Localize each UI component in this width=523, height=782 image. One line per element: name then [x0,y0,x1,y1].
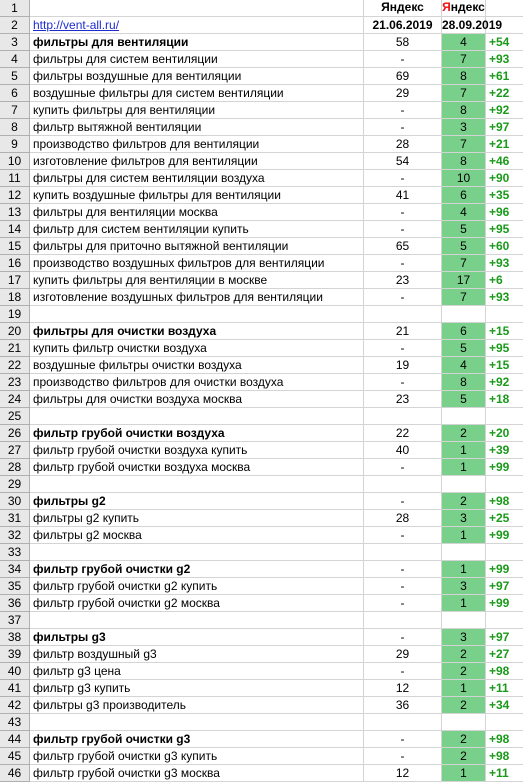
position-change[interactable]: +99 [486,561,523,578]
query-cell[interactable]: фильтры для приточно вытяжной вентиляции [30,238,364,255]
position-new[interactable]: 4 [442,204,486,221]
position-old[interactable]: 65 [364,238,442,255]
position-new[interactable]: 2 [442,748,486,765]
position-old[interactable]: - [364,119,442,136]
position-new[interactable]: 2 [442,731,486,748]
query-cell[interactable]: фильтры для систем вентиляции воздуха [30,170,364,187]
row-number[interactable]: 4 [0,51,30,68]
position-change[interactable]: +39 [486,442,523,459]
table-row [0,510,523,527]
position-old[interactable] [364,544,442,561]
row-number[interactable]: 5 [0,68,30,85]
query-cell[interactable]: фильтры g3 производитель [30,697,364,714]
row-number[interactable]: 27 [0,442,30,459]
group-header-row [0,731,523,748]
table-row [0,357,523,374]
row-number[interactable]: 35 [0,578,30,595]
header-row-engine [0,0,523,17]
query-cell[interactable]: фильтр грубой очистки g2 москва [30,595,364,612]
position-new[interactable]: 5 [442,238,486,255]
row-number[interactable]: 28 [0,459,30,476]
position-change[interactable] [486,306,523,323]
group-header-row [0,629,523,646]
position-old[interactable]: - [364,51,442,68]
position-new[interactable]: 3 [442,510,486,527]
position-old[interactable]: - [364,374,442,391]
query-cell[interactable] [30,612,364,629]
position-old[interactable]: - [364,748,442,765]
engine-label-new[interactable] [442,0,486,17]
position-old[interactable]: 40 [364,442,442,459]
position-change[interactable]: +99 [486,595,523,612]
position-new[interactable]: 1 [442,765,486,782]
position-new[interactable]: 6 [442,187,486,204]
query-cell[interactable] [30,408,364,425]
position-old[interactable]: - [364,629,442,646]
position-old[interactable]: 29 [364,646,442,663]
position-old[interactable] [364,612,442,629]
row-number[interactable]: 21 [0,340,30,357]
position-new[interactable] [442,714,486,731]
table-row [0,595,523,612]
position-new[interactable]: 8 [442,374,486,391]
query-cell[interactable]: фильтры для вентиляции [30,34,364,51]
position-new[interactable] [442,408,486,425]
position-old[interactable]: - [364,102,442,119]
query-cell[interactable]: производство воздушных фильтров для вентиляции [30,255,364,272]
query-cell[interactable]: купить воздушные фильтры для вентиляции [30,187,364,204]
position-new[interactable]: 7 [442,136,486,153]
table-row [0,255,523,272]
position-new[interactable]: 2 [442,646,486,663]
position-change[interactable]: +93 [486,289,523,306]
position-change[interactable]: +15 [486,357,523,374]
query-cell[interactable]: фильтр грубой очистки g3 [30,731,364,748]
row-number[interactable]: 24 [0,391,30,408]
query-cell[interactable]: изготовление воздушных фильтров для вентиляции [30,289,364,306]
position-new[interactable]: 3 [442,578,486,595]
position-old[interactable]: - [364,493,442,510]
position-old[interactable]: 21 [364,323,442,340]
row-number[interactable]: 29 [0,476,30,493]
position-old[interactable]: 54 [364,153,442,170]
query-cell[interactable]: производство фильтров для очистки воздуха [30,374,364,391]
row-number[interactable]: 41 [0,680,30,697]
position-old[interactable]: - [364,340,442,357]
row-number[interactable]: 8 [0,119,30,136]
position-change[interactable]: +90 [486,170,523,187]
position-old[interactable] [364,408,442,425]
position-change[interactable]: +61 [486,68,523,85]
position-old[interactable]: - [364,527,442,544]
query-cell[interactable]: купить фильтры для вентиляции в москве [30,272,364,289]
position-change[interactable]: +21 [486,136,523,153]
position-old[interactable]: - [364,221,442,238]
row-number[interactable]: 46 [0,765,30,782]
row-number[interactable]: 34 [0,561,30,578]
row-number[interactable]: 33 [0,544,30,561]
table-row [0,153,523,170]
table-row [0,748,523,765]
position-old[interactable]: 28 [364,510,442,527]
position-new[interactable]: 5 [442,221,486,238]
table-row [0,697,523,714]
position-change[interactable]: +35 [486,187,523,204]
position-old[interactable] [364,306,442,323]
table-row [0,374,523,391]
position-old[interactable]: - [364,561,442,578]
empty-cell[interactable] [486,0,523,17]
row-number[interactable]: 40 [0,663,30,680]
position-old[interactable]: - [364,204,442,221]
table-row [0,391,523,408]
position-new[interactable]: 4 [442,357,486,374]
query-cell[interactable]: фильтры g2 москва [30,527,364,544]
position-change[interactable]: +98 [486,493,523,510]
position-old[interactable]: - [364,595,442,612]
query-cell[interactable]: фильтр грубой очистки g2 купить [30,578,364,595]
row-number[interactable]: 45 [0,748,30,765]
position-change[interactable]: +92 [486,102,523,119]
query-cell[interactable]: фильтры для очистки воздуха москва [30,391,364,408]
row-number[interactable]: 26 [0,425,30,442]
table-row [0,136,523,153]
group-header-row [0,561,523,578]
empty-row [0,544,523,561]
group-header-row [0,425,523,442]
position-change[interactable] [486,714,523,731]
table-row [0,119,523,136]
query-cell[interactable]: фильтр грубой очистки g2 [30,561,364,578]
engine-label-old[interactable]: Яндекс [364,0,442,17]
position-old[interactable]: - [364,289,442,306]
query-cell[interactable]: фильтр g3 цена [30,663,364,680]
query-cell[interactable]: изготовление фильтров для вентиляции [30,153,364,170]
row-number[interactable]: 14 [0,221,30,238]
table-row [0,187,523,204]
position-old[interactable] [364,714,442,731]
row-number[interactable]: 43 [0,714,30,731]
position-old[interactable]: 28 [364,136,442,153]
table-row [0,51,523,68]
row-number[interactable]: 36 [0,595,30,612]
query-cell[interactable] [30,714,364,731]
query-cell[interactable] [30,476,364,493]
row-number[interactable]: 38 [0,629,30,646]
query-cell[interactable]: воздушные фильтры для систем вентиляции [30,85,364,102]
position-change[interactable]: +18 [486,391,523,408]
date-old[interactable]: 21.06.2019 [364,17,442,34]
table-row [0,340,523,357]
query-cell[interactable]: фильтр грубой очистки воздуха москва [30,459,364,476]
row-number[interactable]: 10 [0,153,30,170]
position-old[interactable]: 23 [364,272,442,289]
position-new[interactable] [442,612,486,629]
query-cell[interactable]: фильтр g3 купить [30,680,364,697]
query-cell[interactable]: фильтр вытяжной вентиляции [30,119,364,136]
position-change[interactable]: +96 [486,204,523,221]
site-link[interactable]: http://vent-all.ru/ [33,18,120,32]
data-rows [0,34,523,782]
table-row [0,238,523,255]
row-number[interactable]: 9 [0,136,30,153]
position-old[interactable]: 22 [364,425,442,442]
position-change[interactable]: +27 [486,646,523,663]
query-cell[interactable]: воздушные фильтры очистки воздуха [30,357,364,374]
position-new[interactable]: 1 [442,442,486,459]
row-number[interactable]: 39 [0,646,30,663]
table-row [0,85,523,102]
position-old[interactable]: 12 [364,680,442,697]
row-number[interactable]: 13 [0,204,30,221]
query-cell[interactable]: фильтр грубой очистки воздуха [30,425,364,442]
row-number[interactable]: 31 [0,510,30,527]
row-number[interactable]: 12 [0,187,30,204]
position-new[interactable]: 1 [442,561,486,578]
query-cell[interactable]: фильтры воздушные для вентиляции [30,68,364,85]
row-number[interactable]: 2 [0,17,30,34]
empty-row [0,612,523,629]
position-new[interactable]: 1 [442,680,486,697]
row-number[interactable]: 1 [0,0,30,17]
row-number[interactable]: 32 [0,527,30,544]
row-number[interactable]: 25 [0,408,30,425]
position-new[interactable]: 7 [442,255,486,272]
position-new[interactable]: 3 [442,629,486,646]
row-number[interactable]: 7 [0,102,30,119]
position-change[interactable]: +98 [486,663,523,680]
position-new[interactable]: 5 [442,340,486,357]
row-number[interactable]: 23 [0,374,30,391]
position-new[interactable]: 8 [442,68,486,85]
position-old[interactable]: 29 [364,85,442,102]
position-new[interactable]: 8 [442,153,486,170]
position-change[interactable] [486,544,523,561]
query-cell[interactable]: фильтр грубой очистки g3 москва [30,765,364,782]
position-old[interactable] [364,476,442,493]
query-cell[interactable]: фильтры для систем вентиляции [30,51,364,68]
query-cell[interactable]: фильтр воздушный g3 [30,646,364,663]
empty-row [0,408,523,425]
position-change[interactable]: +11 [486,765,523,782]
position-change[interactable]: +98 [486,748,523,765]
position-change[interactable]: +97 [486,119,523,136]
position-new[interactable]: 2 [442,425,486,442]
query-cell[interactable]: фильтры для вентиляции москва [30,204,364,221]
position-new[interactable]: 10 [442,170,486,187]
position-change[interactable]: +99 [486,527,523,544]
position-change[interactable]: +46 [486,153,523,170]
position-old[interactable]: 41 [364,187,442,204]
position-new[interactable]: 7 [442,51,486,68]
position-old[interactable]: 12 [364,765,442,782]
position-old[interactable]: 58 [364,34,442,51]
position-old[interactable]: 36 [364,697,442,714]
position-new[interactable]: 1 [442,527,486,544]
position-old[interactable]: 69 [364,68,442,85]
position-change[interactable]: +34 [486,697,523,714]
position-change[interactable]: +60 [486,238,523,255]
date-new[interactable]: 28.09.2019 [442,18,503,32]
table-row [0,442,523,459]
table-row [0,289,523,306]
table-row [0,680,523,697]
position-change[interactable] [486,408,523,425]
row-number[interactable]: 18 [0,289,30,306]
position-new[interactable] [442,476,486,493]
row-number[interactable]: 42 [0,697,30,714]
query-cell[interactable]: фильтры g2 [30,493,364,510]
position-change[interactable]: +20 [486,425,523,442]
table-row [0,102,523,119]
group-header-row [0,323,523,340]
position-old[interactable]: - [364,578,442,595]
position-new[interactable]: 7 [442,85,486,102]
row-number[interactable]: 15 [0,238,30,255]
position-change[interactable] [486,476,523,493]
row-number[interactable]: 30 [0,493,30,510]
query-cell[interactable]: фильтр грубой очистки g3 купить [30,748,364,765]
position-old[interactable]: 19 [364,357,442,374]
empty-cell[interactable] [486,17,523,34]
query-cell[interactable]: купить фильтр очистки воздуха [30,340,364,357]
position-change[interactable]: +92 [486,374,523,391]
position-change[interactable]: +95 [486,340,523,357]
position-new[interactable]: 6 [442,323,486,340]
empty-row [0,714,523,731]
row-number[interactable]: 44 [0,731,30,748]
table-row [0,170,523,187]
table-row [0,646,523,663]
row-number[interactable]: 17 [0,272,30,289]
position-change[interactable]: +93 [486,51,523,68]
query-cell[interactable]: фильтры g3 [30,629,364,646]
position-change[interactable]: +97 [486,578,523,595]
table-row [0,459,523,476]
group-header-row [0,493,523,510]
row-number[interactable]: 3 [0,34,30,51]
position-change[interactable]: +93 [486,255,523,272]
position-new[interactable] [442,544,486,561]
position-change[interactable]: +95 [486,221,523,238]
position-change[interactable]: +99 [486,459,523,476]
position-old[interactable]: 23 [364,391,442,408]
position-new[interactable]: 5 [442,391,486,408]
position-new[interactable]: 7 [442,289,486,306]
table-row [0,68,523,85]
row-number[interactable]: 11 [0,170,30,187]
query-cell[interactable]: купить фильтры для вентиляции [30,102,364,119]
empty-row [0,306,523,323]
position-change[interactable]: +98 [486,731,523,748]
query-cell[interactable] [30,544,364,561]
header-row-dates [0,17,523,34]
table-row [0,527,523,544]
position-new[interactable] [442,306,486,323]
engine-label-new-first-letter: Я [442,0,451,14]
position-change[interactable]: +54 [486,34,523,51]
row-number[interactable]: 6 [0,85,30,102]
position-change[interactable]: +11 [486,680,523,697]
position-change[interactable] [486,612,523,629]
position-new[interactable]: 3 [442,119,486,136]
row-number[interactable]: 22 [0,357,30,374]
table-row [0,578,523,595]
position-change[interactable]: +22 [486,85,523,102]
row-number[interactable]: 16 [0,255,30,272]
position-new[interactable]: 4 [442,34,486,51]
empty-cell[interactable] [30,0,364,17]
position-new[interactable]: 2 [442,663,486,680]
row-number[interactable]: 37 [0,612,30,629]
position-old[interactable]: - [364,170,442,187]
position-new[interactable]: 2 [442,697,486,714]
query-cell[interactable] [30,306,364,323]
position-new[interactable]: 17 [442,272,486,289]
position-old[interactable]: - [364,731,442,748]
query-cell[interactable]: фильтры для очистки воздуха [30,323,364,340]
position-old[interactable]: - [364,663,442,680]
empty-row [0,476,523,493]
position-change[interactable]: +97 [486,629,523,646]
position-change[interactable]: +6 [486,272,523,289]
position-new[interactable]: 8 [442,102,486,119]
query-cell[interactable]: фильтр грубой очистки воздуха купить [30,442,364,459]
table-row [0,204,523,221]
position-change[interactable]: +25 [486,510,523,527]
position-new[interactable]: 1 [442,595,486,612]
row-number[interactable]: 19 [0,306,30,323]
query-cell[interactable]: фильтры g2 купить [30,510,364,527]
table-row [0,221,523,238]
engine-label-new-rest: ндекс [450,0,485,14]
position-new[interactable]: 1 [442,459,486,476]
group-header-row [0,34,523,51]
query-cell[interactable]: фильтр для систем вентиляции купить [30,221,364,238]
position-new[interactable]: 2 [442,493,486,510]
table-row [0,663,523,680]
site-link-cell[interactable] [30,17,364,34]
table-row [0,272,523,289]
position-old[interactable]: - [364,459,442,476]
position-old[interactable]: - [364,255,442,272]
row-number[interactable]: 20 [0,323,30,340]
position-change[interactable]: +15 [486,323,523,340]
query-cell[interactable]: производство фильтров для вентиляции [30,136,364,153]
table-row [0,765,523,782]
